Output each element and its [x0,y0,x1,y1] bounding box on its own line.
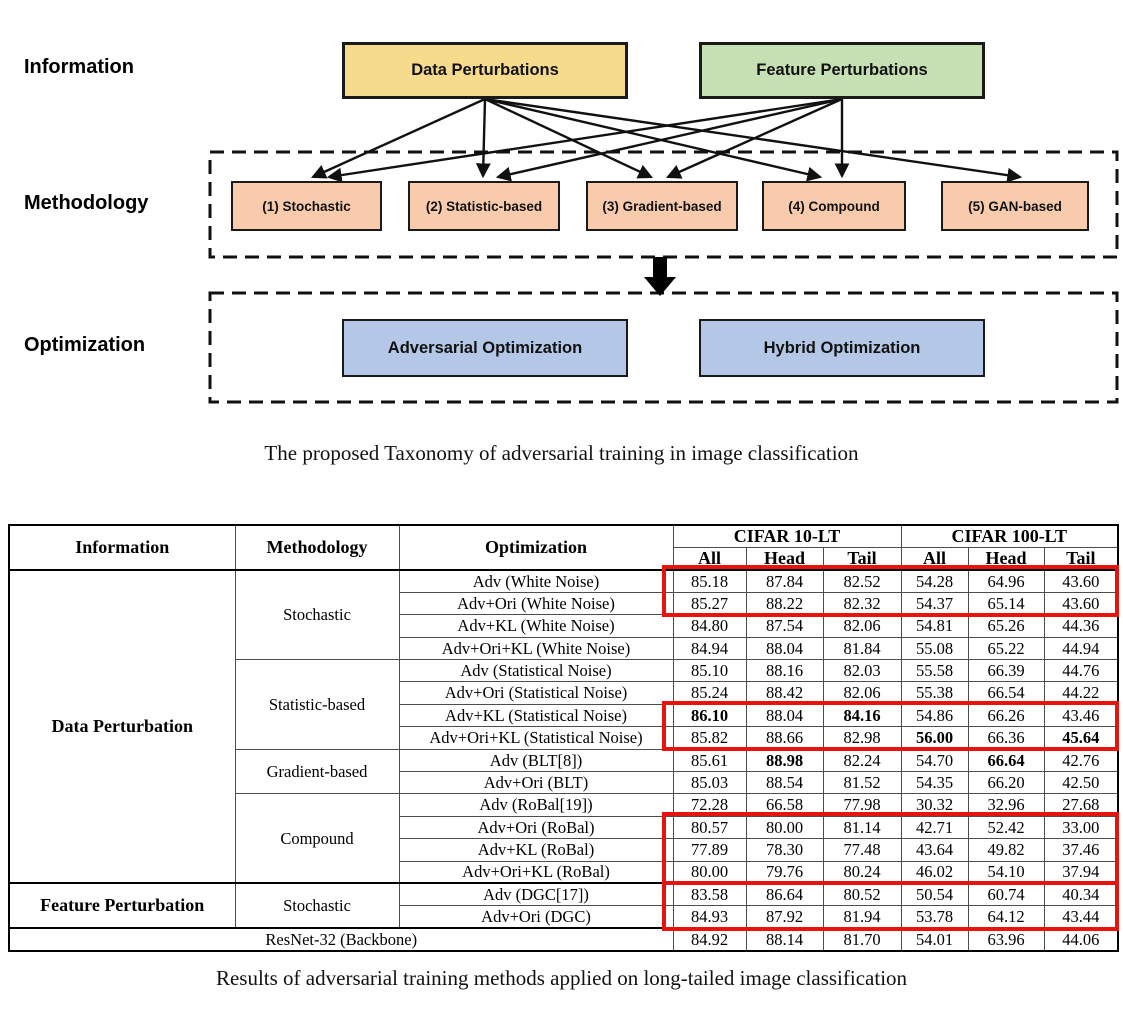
value-cell: 53.78 [901,906,968,928]
value-cell: 40.34 [1044,883,1118,905]
info-group-cell: Data Perturbation [9,570,235,883]
box-method-gradient-based [586,181,738,231]
box-method-gradient-based-label: (3) Gradient-based [602,198,722,214]
value-cell: 65.26 [968,615,1044,637]
box-adversarial-optimization-label: Adversarial Optimization [387,338,583,357]
value-cell: 42.76 [1044,749,1118,771]
methodology-group-cell: Stochastic [235,570,399,660]
value-cell: 55.08 [901,637,968,659]
value-cell: 44.94 [1044,637,1118,659]
value-cell: 77.48 [823,839,901,861]
value-cell: 85.61 [673,749,746,771]
box-hybrid-optimization-label: Hybrid Optimization [763,338,921,357]
value-cell: 27.68 [1044,794,1118,816]
value-cell: 88.04 [746,704,823,726]
taxonomy-caption: The proposed Taxonomy of adversarial training in image classification [264,441,859,465]
value-cell: 78.30 [746,839,823,861]
stage-label-methodology: Methodology [24,192,149,214]
box-method-statistic-based [408,181,560,231]
optimization-cell: Adv (DGC[17]) [399,883,673,905]
optimization-cell: Adv+Ori (White Noise) [399,592,673,614]
methodology-group-cell: Stochastic [235,883,399,928]
value-cell: 66.39 [968,660,1044,682]
value-cell: 54.81 [901,615,968,637]
value-cell: 84.80 [673,615,746,637]
stage-label-information: Information [24,56,134,78]
value-cell: 43.64 [901,839,968,861]
box-method-gan-based-label: (5) GAN-based [968,198,1062,214]
value-cell: 52.42 [968,816,1044,838]
optimization-cell: Adv+Ori (Statistical Noise) [399,682,673,704]
methodology-group-cell: Statistic-based [235,660,399,750]
optimization-cell: Adv+KL (Statistical Noise) [399,704,673,726]
value-cell: 85.10 [673,660,746,682]
value-cell: 66.26 [968,704,1044,726]
backbone-value-cell: 54.01 [901,928,968,950]
value-cell: 45.64 [1044,727,1118,749]
results-table [8,524,1119,952]
value-cell: 79.76 [746,861,823,883]
optimization-cell: Adv+Ori+KL (Statistical Noise) [399,727,673,749]
value-cell: 66.54 [968,682,1044,704]
box-hybrid-optimization [699,319,985,377]
col-header-optimization: Optimization [399,525,673,570]
value-cell: 56.00 [901,727,968,749]
value-cell: 84.94 [673,637,746,659]
box-data-perturbations-label: Data Perturbations [411,61,559,79]
optimization-cell: Adv+KL (RoBal) [399,839,673,861]
backbone-value-cell: 81.70 [823,928,901,950]
subcol-header-tail: Tail [823,548,901,571]
backbone-value-cell: 63.96 [968,928,1044,950]
optimization-cell: Adv+Ori+KL (White Noise) [399,637,673,659]
col-header-methodology: Methodology [235,525,399,570]
optimization-cell: Adv+Ori (RoBal) [399,816,673,838]
value-cell: 72.28 [673,794,746,816]
value-cell: 87.54 [746,615,823,637]
value-cell: 66.36 [968,727,1044,749]
value-cell: 77.98 [823,794,901,816]
value-cell: 82.24 [823,749,901,771]
box-method-statistic-based-label: (2) Statistic-based [425,198,543,214]
value-cell: 54.86 [901,704,968,726]
value-cell: 65.14 [968,592,1044,614]
value-cell: 44.36 [1044,615,1118,637]
group-header-cifar100lt: CIFAR 100-LT [901,525,1118,548]
value-cell: 43.60 [1044,570,1118,592]
value-cell: 88.54 [746,772,823,794]
value-cell: 42.71 [901,816,968,838]
value-cell: 49.82 [968,839,1044,861]
box-method-gan-based [941,181,1089,231]
value-cell: 88.42 [746,682,823,704]
value-cell: 44.22 [1044,682,1118,704]
backbone-value-cell: 88.14 [746,928,823,950]
optimization-cell: Adv+Ori (BLT) [399,772,673,794]
value-cell: 85.27 [673,592,746,614]
value-cell: 80.24 [823,861,901,883]
value-cell: 86.64 [746,883,823,905]
value-cell: 85.18 [673,570,746,592]
backbone-value-cell: 44.06 [1044,928,1118,950]
subcol-header-head: Head [746,548,823,571]
optimization-cell: Adv+KL (White Noise) [399,615,673,637]
value-cell: 80.00 [673,861,746,883]
value-cell: 84.16 [823,704,901,726]
value-cell: 88.98 [746,749,823,771]
value-cell: 81.94 [823,906,901,928]
optimization-cell: Adv (White Noise) [399,570,673,592]
value-cell: 64.12 [968,906,1044,928]
value-cell: 86.10 [673,704,746,726]
value-cell: 77.89 [673,839,746,861]
backbone-value-cell: 84.92 [673,928,746,950]
value-cell: 82.98 [823,727,901,749]
value-cell: 54.28 [901,570,968,592]
value-cell: 85.24 [673,682,746,704]
value-cell: 66.64 [968,749,1044,771]
value-cell: 44.76 [1044,660,1118,682]
value-cell: 81.52 [823,772,901,794]
info-group-cell: Feature Perturbation [9,883,235,928]
results-table-body [9,525,1118,951]
stage-label-optimization: Optimization [24,334,146,356]
value-cell: 87.92 [746,906,823,928]
value-cell: 81.14 [823,816,901,838]
results-caption: Results of adversarial training methods applied on long-tailed image classification [215,966,908,990]
value-cell: 85.82 [673,727,746,749]
value-cell: 82.52 [823,570,901,592]
value-cell: 88.66 [746,727,823,749]
value-cell: 84.93 [673,906,746,928]
value-cell: 37.94 [1044,861,1118,883]
value-cell: 43.60 [1044,592,1118,614]
box-method-stochastic-label: (1) Stochastic [262,198,351,214]
col-header-information: Information [9,525,235,570]
box-method-compound-label: (4) Compound [788,198,880,214]
value-cell: 65.22 [968,637,1044,659]
value-cell: 43.44 [1044,906,1118,928]
value-cell: 46.02 [901,861,968,883]
value-cell: 85.03 [673,772,746,794]
value-cell: 54.35 [901,772,968,794]
value-cell: 33.00 [1044,816,1118,838]
value-cell: 37.46 [1044,839,1118,861]
methodology-group-cell: Compound [235,794,399,884]
value-cell: 88.16 [746,660,823,682]
methodology-group-cell: Gradient-based [235,749,399,794]
value-cell: 66.58 [746,794,823,816]
value-cell: 30.32 [901,794,968,816]
subcol-header-all: All [901,548,968,571]
value-cell: 54.10 [968,861,1044,883]
value-cell: 50.54 [901,883,968,905]
value-cell: 82.32 [823,592,901,614]
value-cell: 43.46 [1044,704,1118,726]
value-cell: 64.96 [968,570,1044,592]
value-cell: 82.06 [823,615,901,637]
box-feature-perturbations [699,42,985,99]
backbone-label-cell: ResNet-32 (Backbone) [9,928,673,950]
optimization-cell: Adv+Ori+KL (RoBal) [399,861,673,883]
optimization-cell: Adv+Ori (DGC) [399,906,673,928]
value-cell: 80.57 [673,816,746,838]
value-cell: 88.04 [746,637,823,659]
value-cell: 81.84 [823,637,901,659]
subcol-header-head: Head [968,548,1044,571]
value-cell: 55.38 [901,682,968,704]
box-feature-perturbations-label: Feature Perturbations [756,61,928,79]
value-cell: 83.58 [673,883,746,905]
box-method-stochastic [231,181,382,231]
box-data-perturbations [342,42,628,99]
value-cell: 32.96 [968,794,1044,816]
value-cell: 82.03 [823,660,901,682]
subcol-header-all: All [673,548,746,571]
subcol-header-tail: Tail [1044,548,1118,571]
value-cell: 55.58 [901,660,968,682]
value-cell: 42.50 [1044,772,1118,794]
optimization-cell: Adv (RoBal[19]) [399,794,673,816]
box-method-compound [762,181,906,231]
optimization-cell: Adv (BLT[8]) [399,749,673,771]
value-cell: 88.22 [746,592,823,614]
value-cell: 54.37 [901,592,968,614]
value-cell: 66.20 [968,772,1044,794]
box-adversarial-optimization [342,319,628,377]
group-header-cifar10lt: CIFAR 10-LT [673,525,901,548]
value-cell: 60.74 [968,883,1044,905]
value-cell: 80.52 [823,883,901,905]
stage-transition-arrow [644,257,676,296]
value-cell: 54.70 [901,749,968,771]
optimization-cell: Adv (Statistical Noise) [399,660,673,682]
value-cell: 80.00 [746,816,823,838]
value-cell: 87.84 [746,570,823,592]
value-cell: 82.06 [823,682,901,704]
